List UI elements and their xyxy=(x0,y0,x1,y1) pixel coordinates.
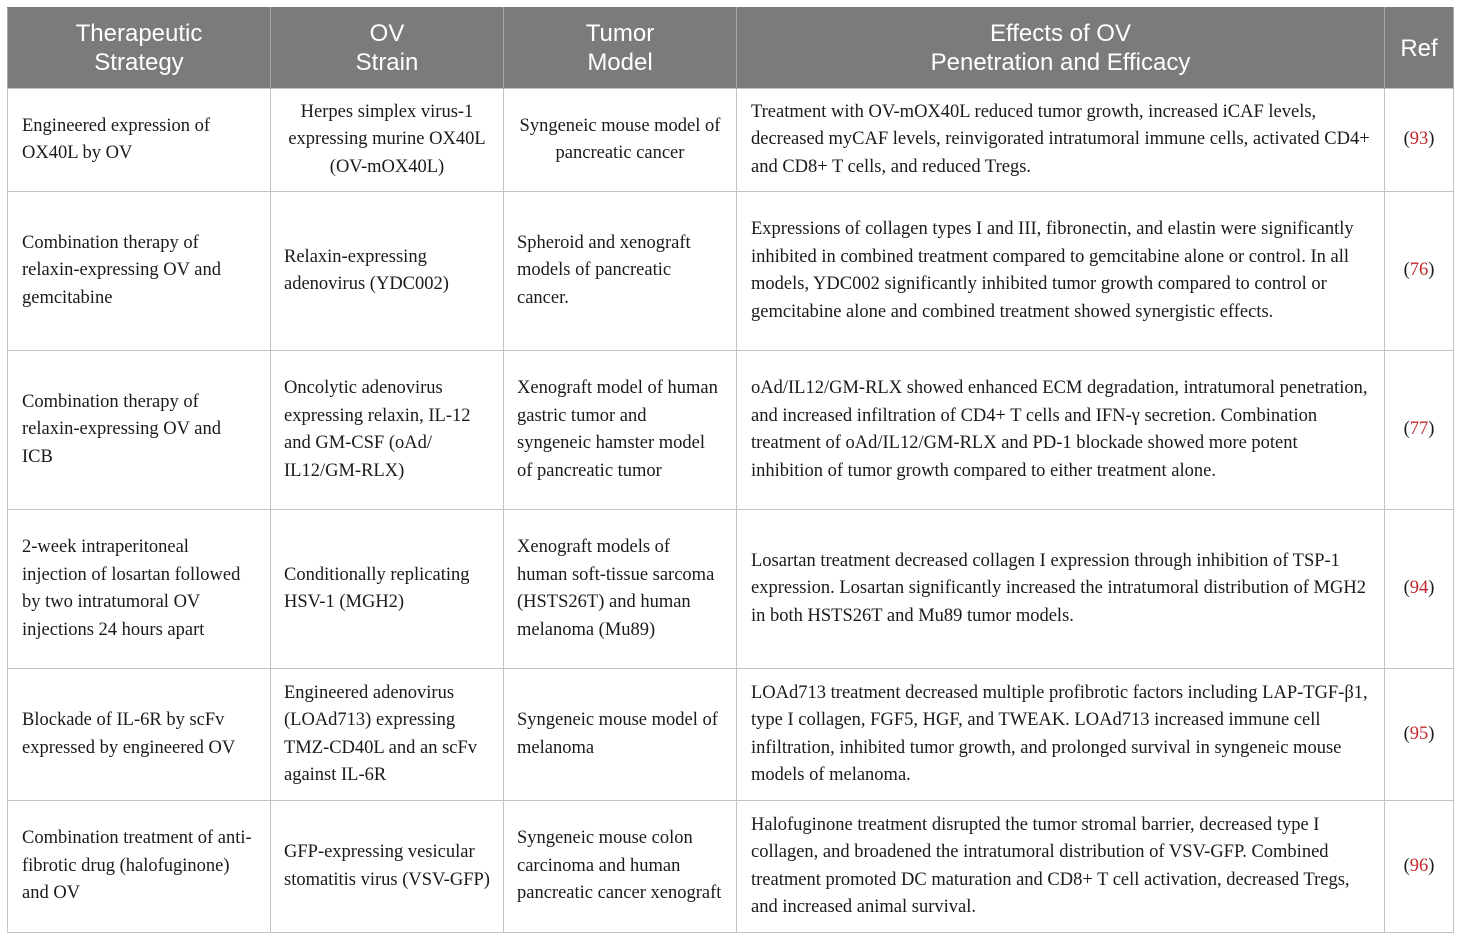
cell-strain: Engineered adenovirus (LOAd713) expressing TMZ-CD40L and an scFv against IL-6R xyxy=(271,669,504,801)
cell-model: Spheroid and xenograft models of pancreatic cancer. xyxy=(504,192,737,351)
ov-strategies-table xyxy=(7,7,1454,933)
cell-strategy: Blockade of IL-6R by scFv expressed by engineered OV xyxy=(8,669,271,801)
cell-strategy: Combination therapy of relaxin-expressing OV and ICB xyxy=(8,351,271,510)
cell-model: Xenograft models of human soft-tissue sarcoma (HSTS26T) and human melanoma (Mu89) xyxy=(504,510,737,669)
cell-strategy: Combination treatment of anti-fibrotic drug (halofuginone) and OV xyxy=(8,801,271,933)
cell-strain: Conditionally replicating HSV-1 (MGH2) xyxy=(271,510,504,669)
cell-strategy: Combination therapy of relaxin-expressing OV and gemcitabine xyxy=(8,192,271,351)
cell-model: Syngeneic mouse colon carcinoma and human pancreatic cancer xenograft xyxy=(504,801,737,933)
cell-ref: (94) xyxy=(1385,510,1454,669)
cell-ref: (96) xyxy=(1385,801,1454,933)
cell-effects: Halofuginone treatment disrupted the tumor stromal barrier, decreased type I collagen, and broadened the intratumoral distribution of VSV-GFP. Combined treatment promoted DC maturation and CD8+ T cell activation, decreased Tregs, and increased animal survival. xyxy=(737,801,1385,933)
cell-strain: GFP-expressing vesicular stomatitis virus (VSV-GFP) xyxy=(271,801,504,933)
table-row xyxy=(8,192,1454,351)
cell-strategy: Engineered expression of OX40L by OV xyxy=(8,89,271,192)
cell-effects: LOAd713 treatment decreased multiple profibrotic factors including LAP-TGF-β1, type I collagen, FGF5, HGF, and TWEAK. LOAd713 increased immune cell infiltration, inhibited tumor growth, and prolonged survival in syngeneic mouse models of melanoma. xyxy=(737,669,1385,801)
header-ref: Ref xyxy=(1385,8,1454,89)
cell-strain: Relaxin-expressing adenovirus (YDC002) xyxy=(271,192,504,351)
header-effects: Effects of OV Penetration and Efficacy xyxy=(737,8,1385,89)
cell-strain: Oncolytic adenovirus expressing relaxin, IL-12 and GM-CSF (oAd/ IL12/GM-RLX) xyxy=(271,351,504,510)
ref-link[interactable]: 94 xyxy=(1409,578,1429,599)
cell-effects: oAd/IL12/GM-RLX showed enhanced ECM degradation, intratumoral penetration, and increased infiltration of CD4+ T cells and IFN-γ secretion. Combination treatment of oAd/IL12/GM-RLX and PD-1 blockade showed more potent inhibition of tumor growth compared to either treatment alone. xyxy=(737,351,1385,510)
cell-effects: Treatment with OV-mOX40L reduced tumor growth, increased iCAF levels, decreased myCAF levels, reinvigorated intratumoral immune cells, activated CD4+ and CD8+ T cells, and reduced Tregs. xyxy=(737,89,1385,192)
header-tumor-model: Tumor Model xyxy=(504,8,737,89)
cell-model: Xenograft model of human gastric tumor and syngeneic hamster model of pancreatic tumor xyxy=(504,351,737,510)
cell-ref: (93) xyxy=(1385,89,1454,192)
cell-strategy: 2-week intraperitoneal injection of losartan followed by two intratumoral OV injections 24 hours apart xyxy=(8,510,271,669)
ref-link[interactable]: 76 xyxy=(1409,260,1429,281)
cell-strain: Herpes simplex virus-1 expressing murine OX40L (OV-mOX40L) xyxy=(271,89,504,192)
table-row xyxy=(8,669,1454,801)
cell-ref: (77) xyxy=(1385,351,1454,510)
ref-link[interactable]: 77 xyxy=(1409,419,1429,440)
table-row xyxy=(8,801,1454,933)
ref-link[interactable]: 95 xyxy=(1409,723,1429,744)
cell-effects: Expressions of collagen types I and III, fibronectin, and elastin were significantly inhibited in combined treatment compared to gemcitabine alone or control. In all models, YDC002 significantly inhibited tumor growth compared to control or gemcitabine alone and combined treatment showed synergistic effects. xyxy=(737,192,1385,351)
table-header-row xyxy=(8,8,1454,89)
header-therapeutic-strategy: Therapeutic Strategy xyxy=(8,8,271,89)
header-ov-strain: OV Strain xyxy=(271,8,504,89)
table-row xyxy=(8,510,1454,669)
cell-ref: (76) xyxy=(1385,192,1454,351)
cell-ref: (95) xyxy=(1385,669,1454,801)
cell-effects: Losartan treatment decreased collagen I expression through inhibition of TSP-1 expression. Losartan significantly increased the intratumoral distribution of MGH2 in both HSTS26T and Mu89 tumor models. xyxy=(737,510,1385,669)
table-row xyxy=(8,89,1454,192)
cell-model: Syngeneic mouse model of melanoma xyxy=(504,669,737,801)
ref-link[interactable]: 96 xyxy=(1409,855,1429,876)
cell-model: Syngeneic mouse model of pancreatic cancer xyxy=(504,89,737,192)
ref-link[interactable]: 93 xyxy=(1409,129,1429,150)
table-row xyxy=(8,351,1454,510)
